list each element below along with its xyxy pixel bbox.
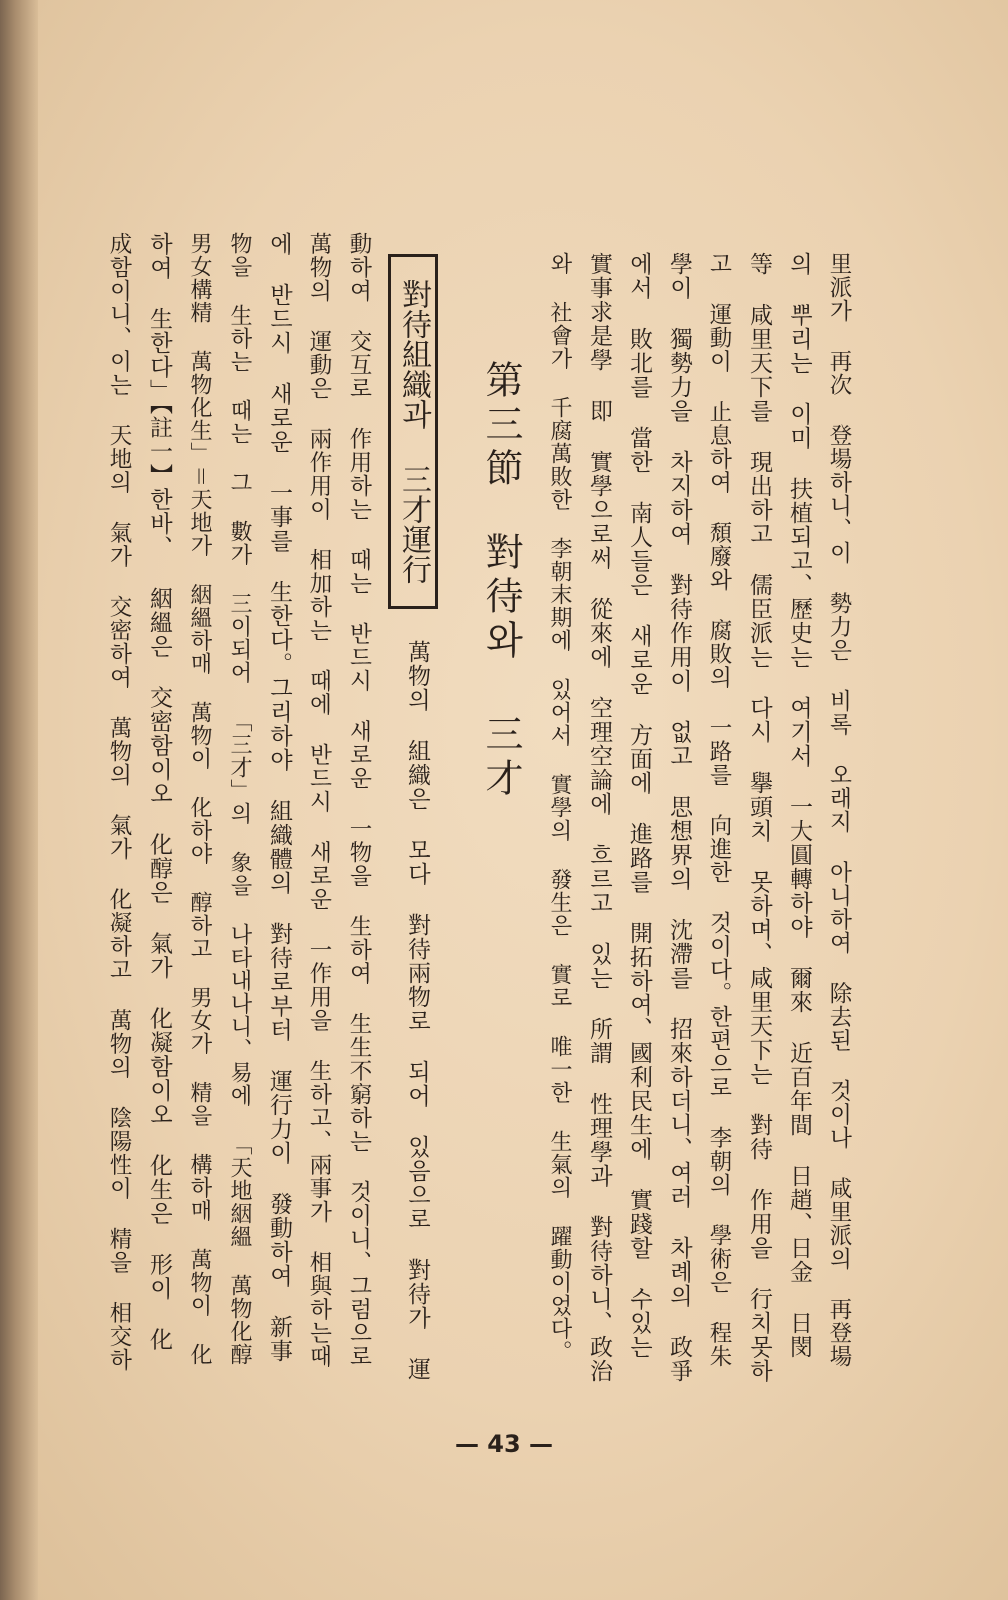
text-column: 萬物의 組織은 모다 對待兩物로 되어 있음으로 對待가 運 — [404, 640, 430, 1381]
text-column: 男女構精 萬物化生」＝天地가 絪縕하매 萬物이 化하야 醇하고 男女가 精을 構하매 萬物이 化 — [187, 232, 212, 1366]
subheading-box — [388, 254, 438, 609]
text-column: 에서 敗北를 當한 南人들은 새로운 方面에 進路를 開拓하여、國利民生에 實踐할 수있는 — [626, 252, 652, 1359]
subheading: 對待組織과 三才運行 — [396, 279, 431, 584]
book-spine — [0, 0, 38, 1600]
text-column: 等 咸里天下를 現出하고 儒臣派는 다시 擧頭치 못하며、咸里天下는 對待 作用을 行치못하 — [746, 252, 772, 1383]
text-column: 하여 生한다」【註一】한바、 絪縕은 交密함이오 化醇은 氣가 化凝함이오 化生은 形이 化 — [146, 232, 172, 1352]
section-title: 對待와 三才 — [479, 532, 523, 802]
section-heading — [474, 360, 529, 802]
text-column: 動하여 交互로 作用하는 때는 반드시 새로운 一物을 生하여 生生不窮하는 것이니、그럼으로 — [346, 232, 372, 1368]
text-column: 고 運動이 止息하여 頹廢와 腐敗의 一路를 向進한 것이다。한편으로 李朝의 學術은 程朱 — [706, 252, 732, 1368]
text-column: 物을 生하는 때는 그 數가 三이되어 「三才」의 象을 나타내나니、易에 「天地絪縕 萬物化醇 — [227, 232, 252, 1366]
text-column: 學이 獨勢力을 차지하여 對待作用이 없고 思想界의 沈滯를 招來하더니、여러 차례의 政爭 — [666, 252, 692, 1383]
text-column: 里派가 再次 登場하니、이 勢力은 비록 오래지 아니하여 除去된 것이나 咸里派의 再登場 — [826, 252, 852, 1368]
text-column: 와 社會가 千腐萬敗한 李朝末期에 있어서 實學의 發生은 實로 唯一한 生氣의 躍動이었다。 — [547, 252, 572, 1363]
text-column: 實事求是學 即 實學으로써 從來에 空理空論에 흐르고 있는 所謂 性理學과 對待하니、政治 — [586, 252, 612, 1383]
section-number: 第三節 — [479, 360, 523, 492]
text-column: 萬物의 運動은 兩作用이 相加하는 때에 반드시 새로운 一作用을 生하고、兩事가 相與하는때 — [306, 232, 332, 1368]
text-column: 成함이니、이는 天地의 氣가 交密하여 萬物의 氣가 化凝하고 萬物의 陰陽性이 精을 相交하 — [106, 232, 132, 1372]
text-column: 에 반드시 새로운 一事를 生한다。그리하야 組織體의 對待로부터 運行力이 發動하여 新事 — [266, 232, 292, 1363]
text-column: 의 뿌리는 이미 扶植되고、歷史는 여기서 一大圓轉하야 爾來 近百年間 日趙、日金 日閔 — [786, 252, 812, 1359]
page-number: — 43 — — [454, 1430, 554, 1458]
